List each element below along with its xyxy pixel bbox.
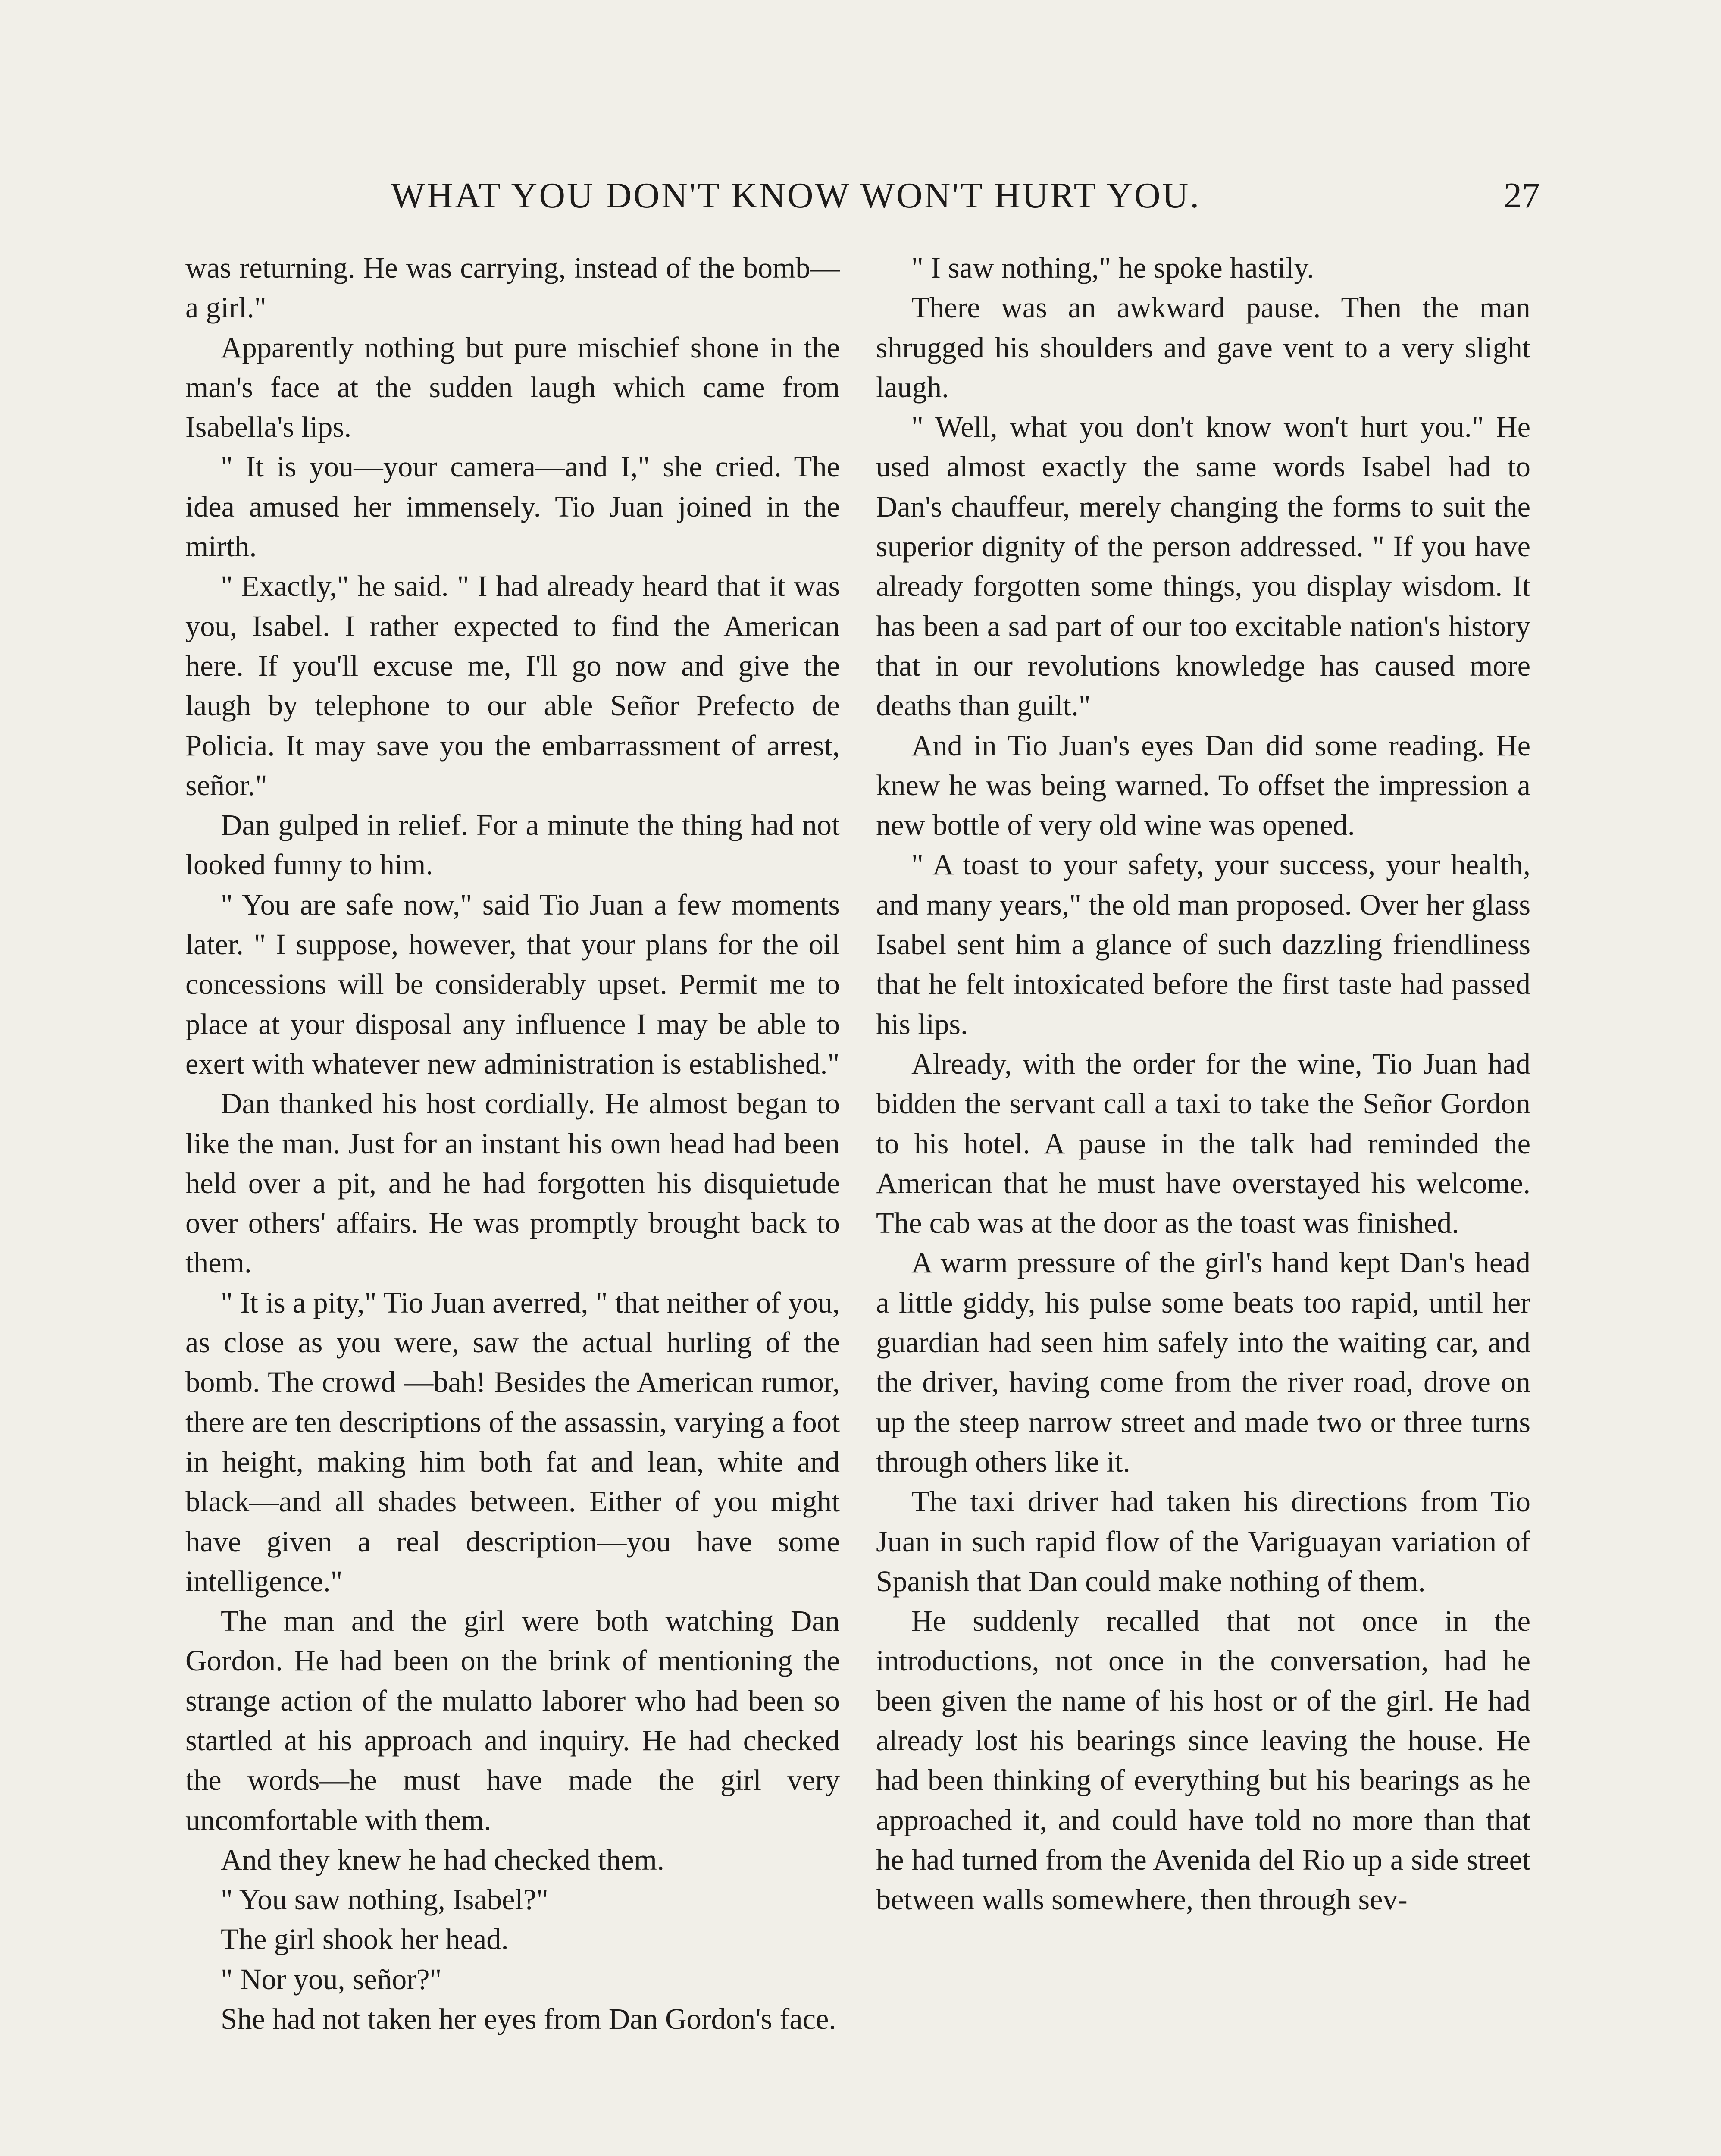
paragraph: " It is you—your camera—and I," she cried. The idea amused her immensely. Tio Juan joined in the mirth. xyxy=(185,450,840,563)
paragraph: " Nor you, señor?" xyxy=(221,1962,442,1996)
page-number: 27 xyxy=(1504,175,1540,216)
running-head: WHAT YOU DON'T KNOW WON'T HURT YOU. xyxy=(391,175,1201,216)
paragraph: " I saw nothing," he spoke hastily. xyxy=(911,251,1314,284)
paragraph: " You are safe now," said Tio Juan a few moments later. " I suppose, however, that your plans for the oil concessions will be considerably upset. Permit me to place at your disposal any influence I may be able to exert with whatever new administration is established." xyxy=(185,888,840,1080)
paragraph: Apparently nothing but pure mischief shone in the man's face at the sudden laugh which came from Isabella's lips. xyxy=(185,331,840,444)
paragraph: " Exactly," he said. " I had already heard that it was you, Isabel. I rather expected to find the American here. If you'll excuse me, I'll go now and give the laugh by telephone to our able Señor Prefecto de Policia. It may save you the embarrassment of arrest, señor." xyxy=(185,570,840,802)
paragraph: " A toast to your safety, your success, your health, and many years," the old man proposed. Over her glass Isabel sent him a glance of such dazzling friendliness that he felt intoxicated before the first taste had passed his lips. xyxy=(876,848,1530,1040)
text-columns xyxy=(185,248,1530,2156)
paragraph: And they knew he had checked them. xyxy=(221,1843,665,1876)
paragraph: He suddenly recalled that not once in the introductions, not once in the conversation, had he been given the name of his host or of the girl. He had already lost his bearings since leaving the house. He had been thinking of everything but his bearings as he approached it, and could have told no more than that he had turned from the Avenida del Rio up a side street between walls somewhere, then through sev- xyxy=(876,1604,1530,1916)
paragraph: The man and the girl were both watching Dan Gordon. He had been on the brink of mentioning the strange action of the mulatto laborer who had been so startled at his approach and inquiry. He had checked the words—he must have made the girl very uncomfortable with them. xyxy=(185,1604,840,1836)
paragraph: " It is a pity," Tio Juan averred, " that neither of you, as close as you were, saw the actual hurling of the bomb. The crowd —bah! Besides the American rumor, there are ten descriptions of the assassin, varying a foot in height, making him both fat and lean, white and black—and all shades between. Either of you might have given a real description—you have some intelligence." xyxy=(185,1286,840,1598)
paragraph: Dan thanked his host cordially. He almost began to like the man. Just for an instant his own head had been held over a pit, and he had forgotten his disquietude over others' affairs. He was promptly brought back to them. xyxy=(185,1087,840,1279)
page-header xyxy=(181,175,1540,231)
paragraph: Already, with the order for the wine, Tio Juan had bidden the servant call a taxi to take the Señor Gordon to his hotel. A pause in the talk had reminded the American that he must have overstayed his welcome. The cab was at the door as the toast was finished. xyxy=(876,1047,1530,1240)
paragraph: The taxi driver had taken his directions from Tio Juan in such rapid flow of the Variguayan variation of Spanish that Dan could make nothing of them. xyxy=(876,1485,1530,1598)
paragraph: She had not taken her eyes from Dan Gordon's face. xyxy=(221,2002,836,2036)
paragraph: " Well, what you don't know won't hurt you." He used almost exactly the same words Isabel had to Dan's chauffeur, merely changing the forms to suit the superior dignity of the person addressed. " If you have already forgotten some things, you display wisdom. It has been a sad part of our too excitable nation's history that in our revolutions knowledge has caused more deaths than guilt." xyxy=(876,411,1530,722)
paragraph: And in Tio Juan's eyes Dan did some reading. He knew he was being warned. To offset the impression a new bottle of very old wine was opened. xyxy=(876,729,1530,842)
paragraph: There was an awkward pause. Then the man shrugged his shoulders and gave vent to a very slight laugh. xyxy=(876,291,1530,404)
paragraph: " You saw nothing, Isabel?" xyxy=(221,1883,548,1916)
right-column xyxy=(876,248,1530,2156)
paragraph: The girl shook her head. xyxy=(221,1923,509,1956)
paragraph: A warm pressure of the girl's hand kept Dan's head a little giddy, his pulse some beats too rapid, until her guardian had seen him safely into the waiting car, and the driver, having come from the river road, drove on up the steep narrow street and made two or three turns through others like it. xyxy=(876,1246,1530,1478)
left-column xyxy=(185,248,840,2156)
paragraph: was returning. He was carrying, instead of the bomb—a girl." xyxy=(185,251,840,324)
paragraph: Dan gulped in relief. For a minute the thing had not looked funny to him. xyxy=(185,808,840,881)
